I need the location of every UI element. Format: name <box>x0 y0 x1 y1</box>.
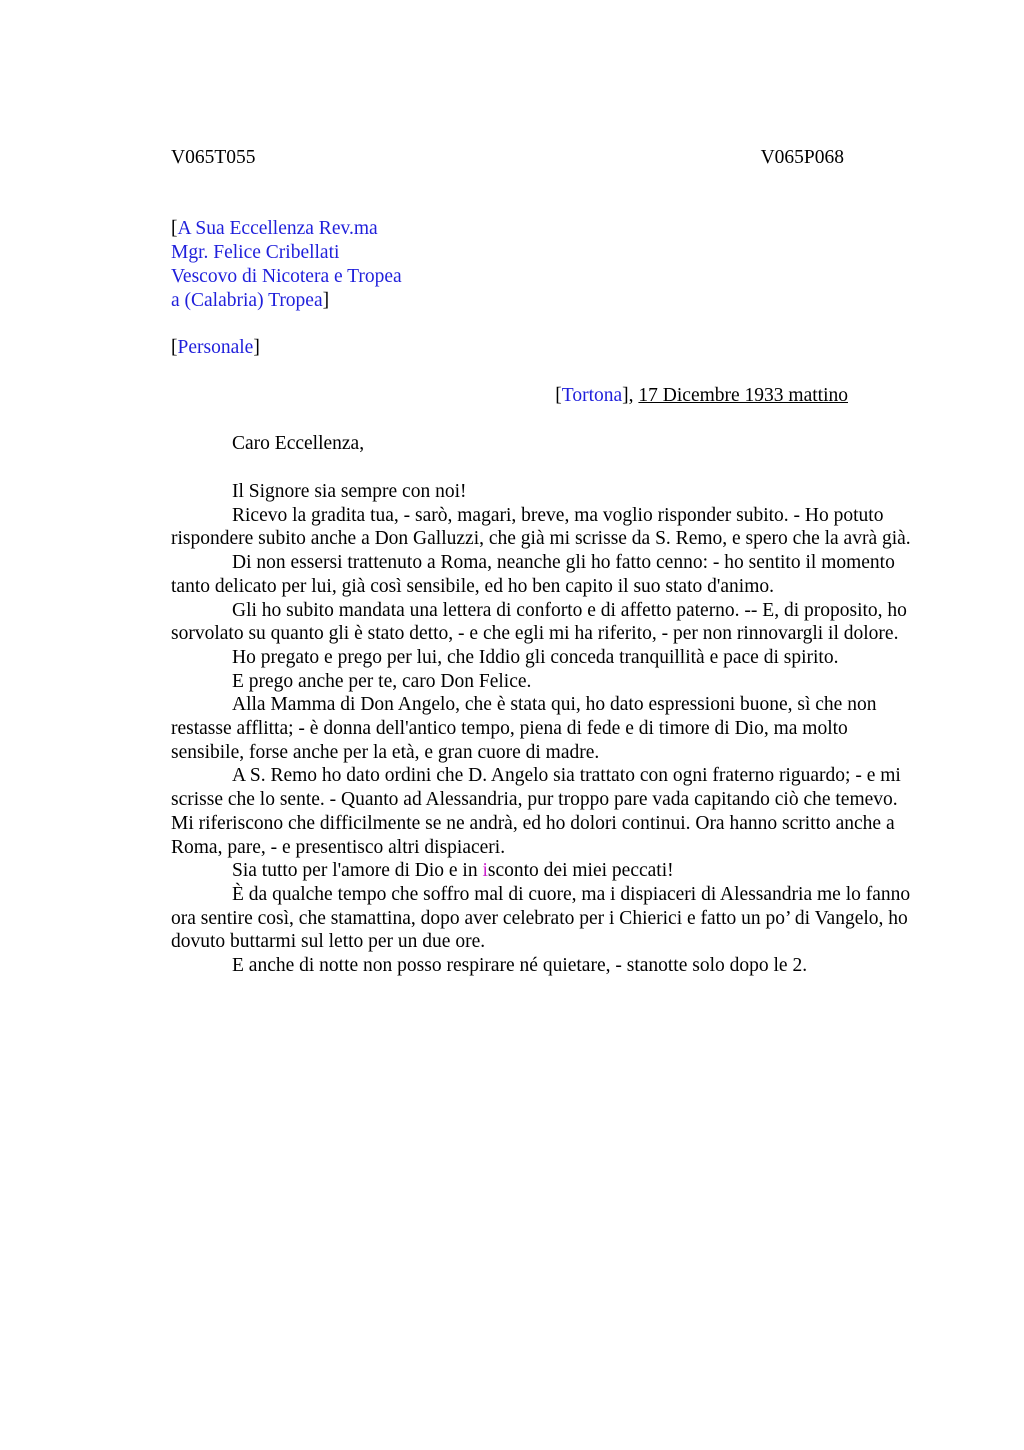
close-bracket: ], <box>622 385 639 406</box>
paragraph: E anche di notte non posso respirare né quietare, - stanotte solo dopo le 2. <box>232 955 808 977</box>
paragraph: Il Signore sia sempre con noi! <box>232 481 467 502</box>
paragraph: Ho pregato e prego per lui, che Iddio gli conceda tranquillità e pace di spirito. <box>232 646 839 668</box>
open-bracket: [ <box>171 218 178 239</box>
address-line-3: Vescovo di Nicotera e Tropea <box>171 266 402 287</box>
letter-body <box>171 480 923 978</box>
paragraph: A S. Remo ho dato ordini che D. Angelo sia trattato con ogni fraterno riguardo; - e mi scrisse che lo sente. - Quanto ad Alessandria, pur troppo pare vada capitando ciò che temevo. Mi riferiscono che difficilmente se ne andrà, ed ho dolori continui. Ora hanno scritto anche a Roma, pare, - e presentisco altri dispiaceri. <box>171 765 901 858</box>
open-bracket: [ <box>171 337 178 358</box>
paragraph <box>171 859 923 883</box>
open-bracket: [ <box>555 385 562 406</box>
document-code: V065T055 <box>171 147 256 168</box>
paragraph: Ricevo la gradita tua, - sarò, magari, breve, ma voglio risponder subito. - Ho potuto rispondere subito anche a Don Galluzzi, che già mi scrisse da S. Remo, e spero che la avrà già. <box>171 504 911 550</box>
address-line-2: Mgr. Felice Cribellati <box>171 242 340 263</box>
correction-mark: i <box>482 860 488 882</box>
paragraph-text: Sia tutto per l'amore di Dio e in <box>232 860 483 882</box>
address-line-4 <box>171 289 402 313</box>
close-bracket: ] <box>253 337 260 358</box>
address-text-1: A Sua Eccellenza Rev.ma <box>177 218 378 239</box>
page-code: V065P068 <box>760 147 844 168</box>
close-bracket: ] <box>322 290 330 311</box>
letter-page <box>171 0 923 1450</box>
paragraph: Gli ho subito mandata una lettera di conforto e di affetto paterno. -- E, di proposito, ho sorvolato su quanto gli è stato detto, - e che egli mi ha riferito, - per non rinnovargli il dolore. <box>171 599 907 645</box>
paragraph: È da qualche tempo che soffro mal di cuore, ma i dispiaceri di Alessandria me lo fanno ora sentire così, che stamattina, dopo aver celebrato per i Chierici e fatto un po’ di Vangelo, ho dovuto buttarmi sul letto per un due ore. <box>171 883 911 953</box>
address-text-4: a (Calabria) Tropea <box>171 290 323 311</box>
recipient-address <box>171 217 402 313</box>
salutation: Caro Eccellenza, <box>232 433 365 454</box>
paragraph-text: sconto dei miei peccati! <box>487 860 674 882</box>
letter-date: 17 Dicembre 1933 mattino <box>638 385 848 406</box>
paragraph: Di non essersi trattenuto a Roma, neanche gli ho fatto cenno: - ho sentito il momento tanto delicato per lui, già così sensibile, ed ho ben capito il suo stato d'animo. <box>171 552 895 597</box>
place-name: Tortona <box>561 385 623 406</box>
address-line-1 <box>171 217 402 241</box>
paragraph: Alla Mamma di Don Angelo, che è stata qui, ho dato espressioni buone, sì che non restasse afflitta; - è donna dell'antico tempo, piena di fede e di timore di Dio, ma molto sensibile, forse anche per la età, e gran cuore di madre. <box>171 694 877 763</box>
personal-note <box>171 336 260 360</box>
paragraph: E prego anche per te, caro Don Felice. <box>232 670 532 692</box>
dateline <box>555 384 848 408</box>
personal-label: Personale <box>177 337 254 358</box>
